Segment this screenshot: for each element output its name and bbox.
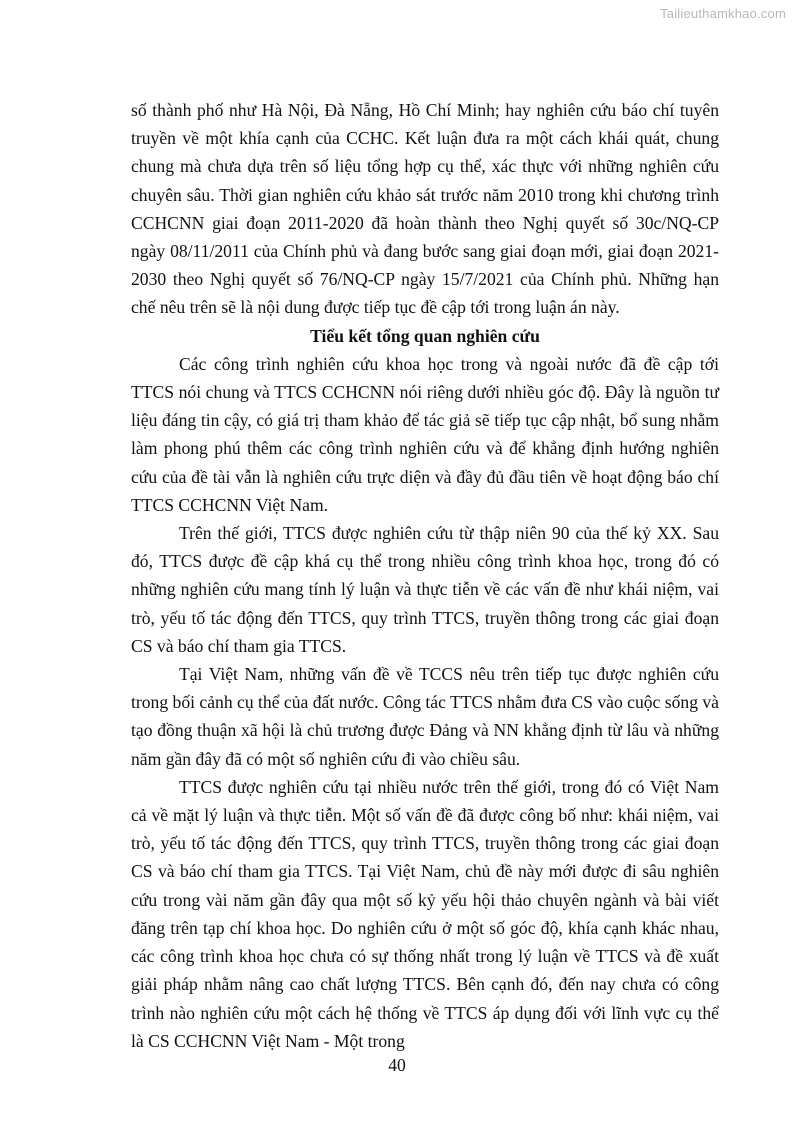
paragraph: Tại Việt Nam, những vấn đề về TCCS nêu trên tiếp tục được nghiên cứu trong bối cảnh cụ thể của đất nước. Công tác TTCS nhằm đưa CS vào cuộc sống và tạo đồng thuận xã hội là chủ trương được Đảng và NN khẳng định từ lâu và những năm gần đây đã có một số nghiên cứu đi vào chiều sâu. <box>131 664 719 769</box>
document-page <box>131 96 719 1055</box>
watermark: Tailieuthamkhao.com <box>660 6 786 21</box>
paragraph: Các công trình nghiên cứu khoa học trong và ngoài nước đã đề cập tới TTCS nói chung và TTCS CCHCNN nói riêng dưới nhiều góc độ. Đây là nguồn tư liệu đáng tin cậy, có giá trị tham khảo để tác giả sẽ tiếp tục cập nhật, bổ sung nhằm làm phong phú thêm các công trình nghiên cứu và để khẳng định hướng nghiên cứu của đề tài vẫn là nghiên cứu trực diện và đầy đủ đầu tiên về hoạt động báo chí TTCS CCHCNN Việt Nam. <box>131 353 719 515</box>
continuation-paragraph: số thành phố như Hà Nội, Đà Nẵng, Hồ Chí Minh; hay nghiên cứu báo chí tuyên truyền về một khía cạnh của CCHC. Kết luận đưa ra một cách khái quát, chung chung mà chưa dựa trên số liệu tổng hợp cụ thể, xác thực với những nghiên cứu chuyên sâu. Thời gian nghiên cứu khảo sát trước năm 2010 trong khi chương trình CCHCNN giai đoạn 2011-2020 đã hoàn thành theo Nghị quyết số 30c/NQ-CP ngày 08/11/2011 của Chính phủ và đang bước sang giai đoạn mới, giai đoạn 2021-2030 theo Nghị quyết số 76/NQ-CP ngày 15/7/2021 của Chính phủ. Những hạn chế nêu trên sẽ là nội dung được tiếp tục đề cập tới trong luận án này. <box>131 100 719 318</box>
paragraph: TTCS được nghiên cứu tại nhiều nước trên thế giới, trong đó có Việt Nam cả về mặt lý luận và thực tiễn. Một số vấn đề đã được công bố như: khái niệm, vai trò, yếu tố tác động đến TTCS, quy trình TTCS, truyền thông trong các giai đoạn CS và báo chí tham gia TTCS. Tại Việt Nam, chủ đề này mới được đi sâu nghiên cứu trong vài năm gần đây qua một số kỷ yếu hội thảo chuyên ngành và bài viết đăng trên tạp chí khoa học. Do nghiên cứu ở một số góc độ, khía cạnh khác nhau, các công trình khoa học chưa có sự thống nhất trong lý luận về TTCS và đề xuất giải pháp nhằm nâng cao chất lượng TTCS. Bên cạnh đó, đến nay chưa có công trình nào nghiên cứu một cách hệ thống về TTCS áp dụng đối với lĩnh vực cụ thể là CS CCHCNN Việt Nam - Một trong <box>131 776 719 1051</box>
section-heading: Tiểu kết tổng quan nghiên cứu <box>310 325 540 346</box>
page-number: 40 <box>388 1055 406 1075</box>
paragraph: Trên thế giới, TTCS được nghiên cứu từ thập niên 90 của thế kỷ XX. Sau đó, TTCS được đề cập khá cụ thể trong nhiều công trình khoa học, trong đó có những nghiên cứu mang tính lý luận và thực tiễn về các vấn đề như khái niệm, vai trò, yếu tố tác động đến TTCS, quy trình TTCS, truyền thông trong các giai đoạn CS và báo chí tham gia TTCS. <box>131 523 719 656</box>
